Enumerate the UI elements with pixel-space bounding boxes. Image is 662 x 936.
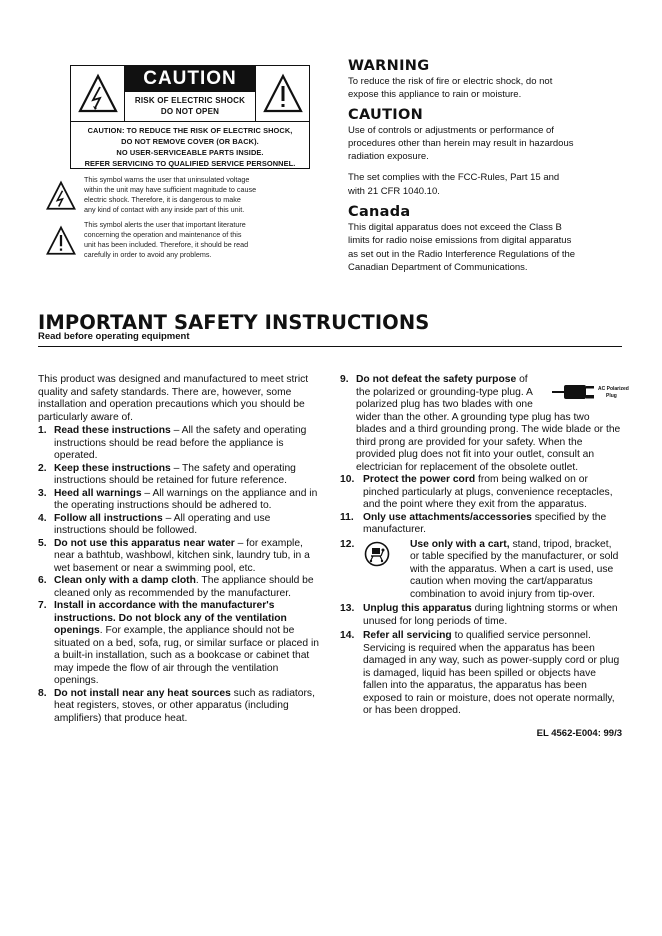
document-code: EL 4562-E004: 99/3 (536, 727, 622, 739)
instruction-item-10: 10. Protect the power cord from being walked on or pinched particularly at plugs, convenience receptacles, and the point where they exit from the apparatus. (340, 474, 613, 510)
caution-subtitle-2: DO NOT OPEN (160, 107, 220, 116)
caution-label (70, 65, 310, 169)
polarized-plug-icon (550, 378, 629, 408)
caution-text: Use of controls or adjustments or performance of procedures other than herein may result in hazardous radiation exposure. (348, 124, 574, 163)
instruction-item-12: 12. Use only with a cart, stand, tripod, bracket, or table specified by the manufacturer, or sold with the apparatus. When a cart is used, use caution when moving the cart/apparatus combination to avoid injury from tip-over. (340, 538, 619, 600)
cart-warning-icon (364, 539, 410, 602)
instruction-item-8: 8. Do not install near any heat sources such as radiators, heat registers, stoves, or other apparatus (including amplifiers) that produce heat. (38, 687, 315, 724)
instruction-item-6: 6. Clean only with a damp cloth. The appliance should be cleaned only as recommended by the manufacturer. (38, 575, 314, 599)
exclamation-symbol-icon (38, 220, 84, 256)
exclamation-warning-icon (256, 66, 309, 121)
canada-heading: Canada (348, 204, 411, 221)
lightning-warning-icon (71, 66, 124, 121)
page-title: IMPORTANT SAFETY INSTRUCTIONS (38, 311, 430, 334)
voltage-text-2: within the unit may have sufficient magnitude to cause (84, 185, 257, 194)
caution-note-3: NO USER-SERVICEABLE PARTS INSIDE. (116, 148, 264, 157)
notices-section (348, 58, 610, 274)
literature-text-2: concerning the operation and maintenance of this (84, 230, 242, 239)
voltage-text-4: any kind of contact with any inside part of this unit. (84, 205, 245, 214)
literature-symbol-explanation (38, 220, 318, 260)
warning-heading: WARNING (348, 58, 430, 74)
instruction-item-4: 4. Follow all instructions – All operating and use instructions should be followed. (38, 512, 271, 536)
page-subtitle: Read before operating equipment (38, 331, 190, 342)
heading-divider (38, 346, 622, 347)
plug-label-2: Plug (606, 393, 617, 399)
canada-text: This digital apparatus does not exceed the Class B limits for radio noise emissions from digital apparatus as set out in the Radio Interference Regulations of the Canadian Department of Communications. (348, 222, 576, 273)
literature-text-3: unit has been included. Therefore, it should be read (84, 240, 249, 249)
voltage-text-1: This symbol warns the user that uninsulated voltage (84, 175, 250, 184)
caution-note-1: CAUTION: TO REDUCE THE RISK OF ELECTRIC SHOCK, (87, 126, 293, 135)
instruction-item-13: 13. Unplug this apparatus during lightning storms or when unused for long periods of time. (340, 603, 618, 627)
intro-paragraph: This product was designed and manufactured to meet strict quality and safety standards. There are, however, some installation and operation precautions which you should be particularly aware of. (38, 374, 309, 423)
instruction-item-1: 1. Read these instructions – All the safety and operating instructions should be read before the appliance is operated. (38, 425, 307, 461)
instruction-item-3: 3. Heed all warnings – All warnings on the appliance and in the operating instructions should be adhered to. (38, 487, 318, 511)
voltage-text-3: electric shock. Therefore, it is dangerous to make (84, 195, 241, 204)
caution-note-4: REFER SERVICING TO QUALIFIED SERVICE PERSONNEL. (84, 159, 296, 168)
instruction-item-14: 14. Refer all servicing to qualified service personnel. Servicing is required when the apparatus has been damaged in any way, such as power-supply cord or plug is damaged, liquid has been spilled or objects have fallen into the apparatus, the apparatus has been exposed to rain or moisture, does not operate normally, or has been dropped. (340, 630, 620, 716)
literature-text-4: carefully in order to avoid any problems. (84, 250, 212, 259)
instruction-item-5: 5. Do not use this apparatus near water – for example, near a bathtub, washbowl, kitchen sink, laundry tub, in a wet basement or near a swimming pool, etc. (38, 537, 310, 574)
caution-title: CAUTION (125, 66, 255, 92)
literature-text-1: This symbol alerts the user that important literature (84, 220, 246, 229)
instruction-item-7: 7. Install in accordance with the manufacturer's instructions. Do not block any of the ventilation openings. For example, the appliance should not be situated on a bed, sofa, rug, or similar surface or placed in a built-in installation, such as a bookcase or cabinet that may impede the flow of air through the ventilation openings. (38, 600, 319, 686)
lightning-symbol-icon (38, 175, 84, 211)
voltage-symbol-explanation (38, 175, 318, 215)
instructions-left-column (38, 374, 320, 725)
caution-subtitle-1: RISK OF ELECTRIC SHOCK (134, 96, 246, 105)
instruction-item-11: 11. Only use attachments/accessories specified by the manufacturer. (340, 511, 607, 535)
instruction-item-2: 2. Keep these instructions – The safety and operating instructions should be retained for future reference. (38, 462, 296, 486)
caution-heading: CAUTION (348, 106, 424, 123)
instructions-right-column (340, 374, 629, 740)
plug-label-1: AC Polarized (598, 386, 629, 392)
instruction-item-9: 9. AC Polarized Plug Do not defeat the safety purpose of the polarized or grounding-type plug. A polarized plug has two blades with one wider than the other. A grounding type plug has two blades and a third grounding prong. The wide blade or the third prong are provided for your safety. When the provided plug does not fit into your outlet, consult an electrician for replacement of the obsolete outlet. (340, 374, 629, 473)
fcc-text: The set complies with the FCC-Rules, Part 15 and with 21 CFR 1040.10. (348, 172, 560, 197)
warning-text: To reduce the risk of fire or electric shock, do not expose this appliance to rain or moisture. (348, 76, 553, 101)
caution-note-2: DO NOT REMOVE COVER (OR BACK). (121, 137, 259, 146)
